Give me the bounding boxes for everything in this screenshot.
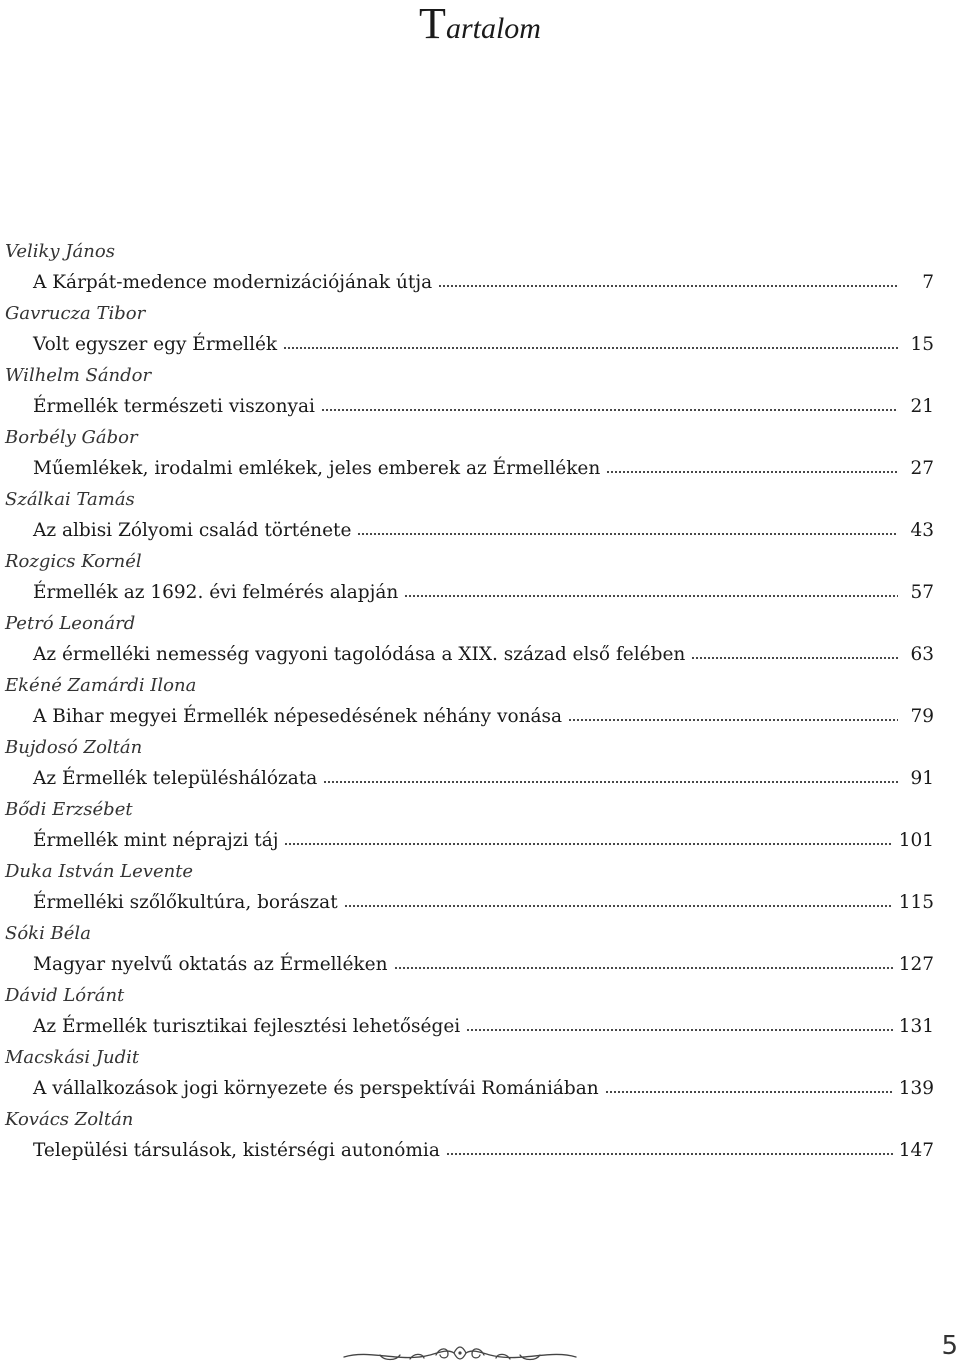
toc-entry	[0, 422, 960, 484]
toc-page-number: 63	[910, 644, 934, 665]
toc-title: Települési társulások, kistérségi autonómia	[33, 1140, 440, 1161]
toc-author: Kovács Zoltán	[5, 1109, 134, 1130]
toc-entry	[0, 546, 960, 608]
toc-dot-leader	[466, 1027, 892, 1032]
toc-dot-leader	[438, 283, 898, 288]
toc-entry	[0, 980, 960, 1042]
toc-page-number: 15	[910, 334, 934, 355]
toc-line[interactable]	[0, 453, 960, 484]
toc-line[interactable]	[0, 887, 960, 918]
toc-page-number: 21	[910, 396, 934, 417]
toc-entry	[0, 360, 960, 422]
toc-line[interactable]	[0, 1135, 960, 1166]
toc-dot-leader	[568, 717, 898, 722]
toc-line[interactable]	[0, 267, 960, 298]
toc-title: Az érmelléki nemesség vagyoni tagolódása a XIX. század első felében	[33, 644, 686, 665]
toc-title: Műemlékek, irodalmi emlékek, jeles emberek az Érmelléken	[33, 458, 601, 479]
toc-page-number: 115	[898, 892, 934, 913]
flourish-ornament-icon	[340, 1343, 580, 1365]
toc-page-number: 131	[898, 1016, 934, 1037]
toc-author: Bődi Erzsébet	[5, 799, 133, 820]
toc-title: Az Érmellék településhálózata	[33, 768, 318, 789]
toc-author: Petró Leonárd	[5, 613, 136, 634]
toc-author: Macskási Judit	[5, 1047, 140, 1068]
toc-line[interactable]	[0, 329, 960, 360]
toc-dot-leader	[605, 1089, 893, 1094]
toc-line[interactable]	[0, 1011, 960, 1042]
toc-title: Érmellék természeti viszonyai	[33, 396, 315, 417]
toc-line[interactable]	[0, 763, 960, 794]
toc-entry	[0, 918, 960, 980]
toc-entry	[0, 298, 960, 360]
toc-line[interactable]	[0, 825, 960, 856]
page-title	[0, 0, 960, 46]
toc-dot-leader	[606, 469, 898, 474]
page-title-initial: T	[419, 0, 446, 48]
toc-author: Bujdosó Zoltán	[5, 737, 143, 758]
toc-entry	[0, 1042, 960, 1104]
toc-dot-leader	[357, 531, 898, 536]
toc-title: Az Érmellék turisztikai fejlesztési lehetőségei	[33, 1016, 461, 1037]
toc-author: Ekéné Zamárdi Ilona	[5, 675, 197, 696]
toc-page-number: 101	[898, 830, 934, 851]
page-title-rest: artalom	[445, 12, 541, 45]
toc-line[interactable]	[0, 577, 960, 608]
toc-page-number: 27	[910, 458, 934, 479]
toc-dot-leader	[404, 593, 898, 598]
toc-entry	[0, 670, 960, 732]
toc-dot-leader	[446, 1151, 893, 1156]
toc-page-number: 43	[910, 520, 934, 541]
toc-dot-leader	[321, 407, 898, 412]
toc-dot-leader	[394, 965, 893, 970]
toc-author: Sóki Béla	[5, 923, 91, 944]
toc-title: Volt egyszer egy Érmellék	[33, 334, 278, 355]
toc-title: A Bihar megyei Érmellék népesedésének néhány vonása	[33, 706, 563, 727]
toc-entry	[0, 732, 960, 794]
toc-page-number: 127	[898, 954, 934, 975]
toc-page-number: 79	[910, 706, 934, 727]
toc-author: Wilhelm Sándor	[5, 365, 152, 386]
page-number: 5	[941, 1331, 958, 1361]
toc-line[interactable]	[0, 1073, 960, 1104]
toc-author: Gavrucza Tibor	[5, 303, 146, 324]
toc-line[interactable]	[0, 515, 960, 546]
toc-author: Rozgics Kornél	[5, 551, 142, 572]
toc-entry	[0, 236, 960, 298]
toc-dot-leader	[344, 903, 893, 908]
toc-line[interactable]	[0, 949, 960, 980]
toc-line[interactable]	[0, 639, 960, 670]
toc-entry	[0, 856, 960, 918]
toc-dot-leader	[691, 655, 898, 660]
toc-author: Borbély Gábor	[5, 427, 138, 448]
toc-title: Érmellék az 1692. évi felmérés alapján	[33, 582, 399, 603]
toc-entry	[0, 608, 960, 670]
toc-line[interactable]	[0, 701, 960, 732]
toc-title: Magyar nyelvű oktatás az Érmelléken	[33, 954, 388, 975]
toc-page-number: 147	[898, 1140, 934, 1161]
toc-dot-leader	[284, 841, 892, 846]
toc-entry	[0, 484, 960, 546]
toc-author: Duka István Levente	[5, 861, 194, 882]
toc-page-number: 139	[898, 1078, 934, 1099]
toc-title: A vállalkozások jogi környezete és perspektívái Romániában	[33, 1078, 599, 1099]
toc-title: Érmellék mint néprajzi táj	[33, 830, 279, 851]
toc-page-number: 91	[910, 768, 934, 789]
toc-page-number: 7	[922, 272, 934, 293]
toc-author: Szálkai Tamás	[5, 489, 135, 510]
toc-author: Veliky János	[5, 241, 115, 262]
toc-dot-leader	[323, 779, 898, 784]
toc-line[interactable]	[0, 391, 960, 422]
table-of-contents	[0, 236, 960, 1166]
toc-entry	[0, 1104, 960, 1166]
toc-entry	[0, 794, 960, 856]
toc-title: Érmelléki szőlőkultúra, borászat	[33, 892, 338, 913]
toc-title: A Kárpát-medence modernizációjának útja	[33, 272, 433, 293]
toc-dot-leader	[283, 345, 898, 350]
toc-author: Dávid Lóránt	[5, 985, 125, 1006]
toc-title: Az albisi Zólyomi család története	[33, 520, 352, 541]
toc-page-number: 57	[910, 582, 934, 603]
